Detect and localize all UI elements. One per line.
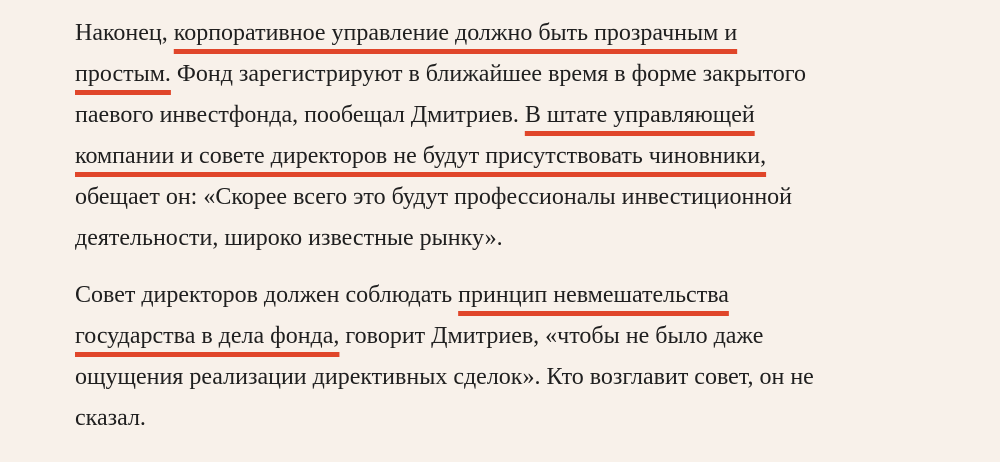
underlined-text: государства в дела фонда,	[75, 323, 340, 349]
text-line	[75, 136, 960, 177]
plain-text: говорит Дмитриев, «чтобы не было даже	[339, 323, 764, 349]
plain-text: ощущения реализации директивных сделок». Кто возглавит совет, он не	[75, 364, 814, 390]
text-line	[75, 218, 960, 259]
underlined-text: принцип невмешательства	[458, 282, 729, 308]
plain-text: паевого инвестфонда, пообещал Дмитриев.	[75, 102, 525, 128]
text-line	[75, 398, 960, 439]
underlined-text: корпоративное управление должно быть прозрачным и	[173, 20, 738, 46]
paragraph-2	[75, 275, 960, 439]
text-line	[75, 95, 960, 136]
text-line	[75, 177, 960, 218]
underlined-text: простым.	[75, 61, 171, 87]
text-line	[75, 13, 960, 54]
plain-text: Наконец,	[75, 20, 174, 46]
underlined-text: В штате управляющей	[524, 102, 755, 128]
plain-text: сказал.	[75, 405, 146, 431]
text-line	[75, 54, 960, 95]
paragraph-1	[75, 13, 960, 259]
plain-text: Фонд зарегистрируют в ближайшее время в форме закрытого	[170, 61, 806, 87]
underlined-text: компании и совете директоров не будут присутствовать чиновники,	[75, 143, 767, 169]
plain-text: обещает он: «Скорее всего это будут профессионалы инвестиционной	[75, 184, 793, 210]
text-line	[75, 316, 960, 357]
plain-text: деятельности, широко известные рынку».	[75, 225, 503, 251]
text-line	[75, 275, 960, 316]
text-line	[75, 357, 960, 398]
plain-text: Совет директоров должен соблюдать	[75, 282, 459, 308]
